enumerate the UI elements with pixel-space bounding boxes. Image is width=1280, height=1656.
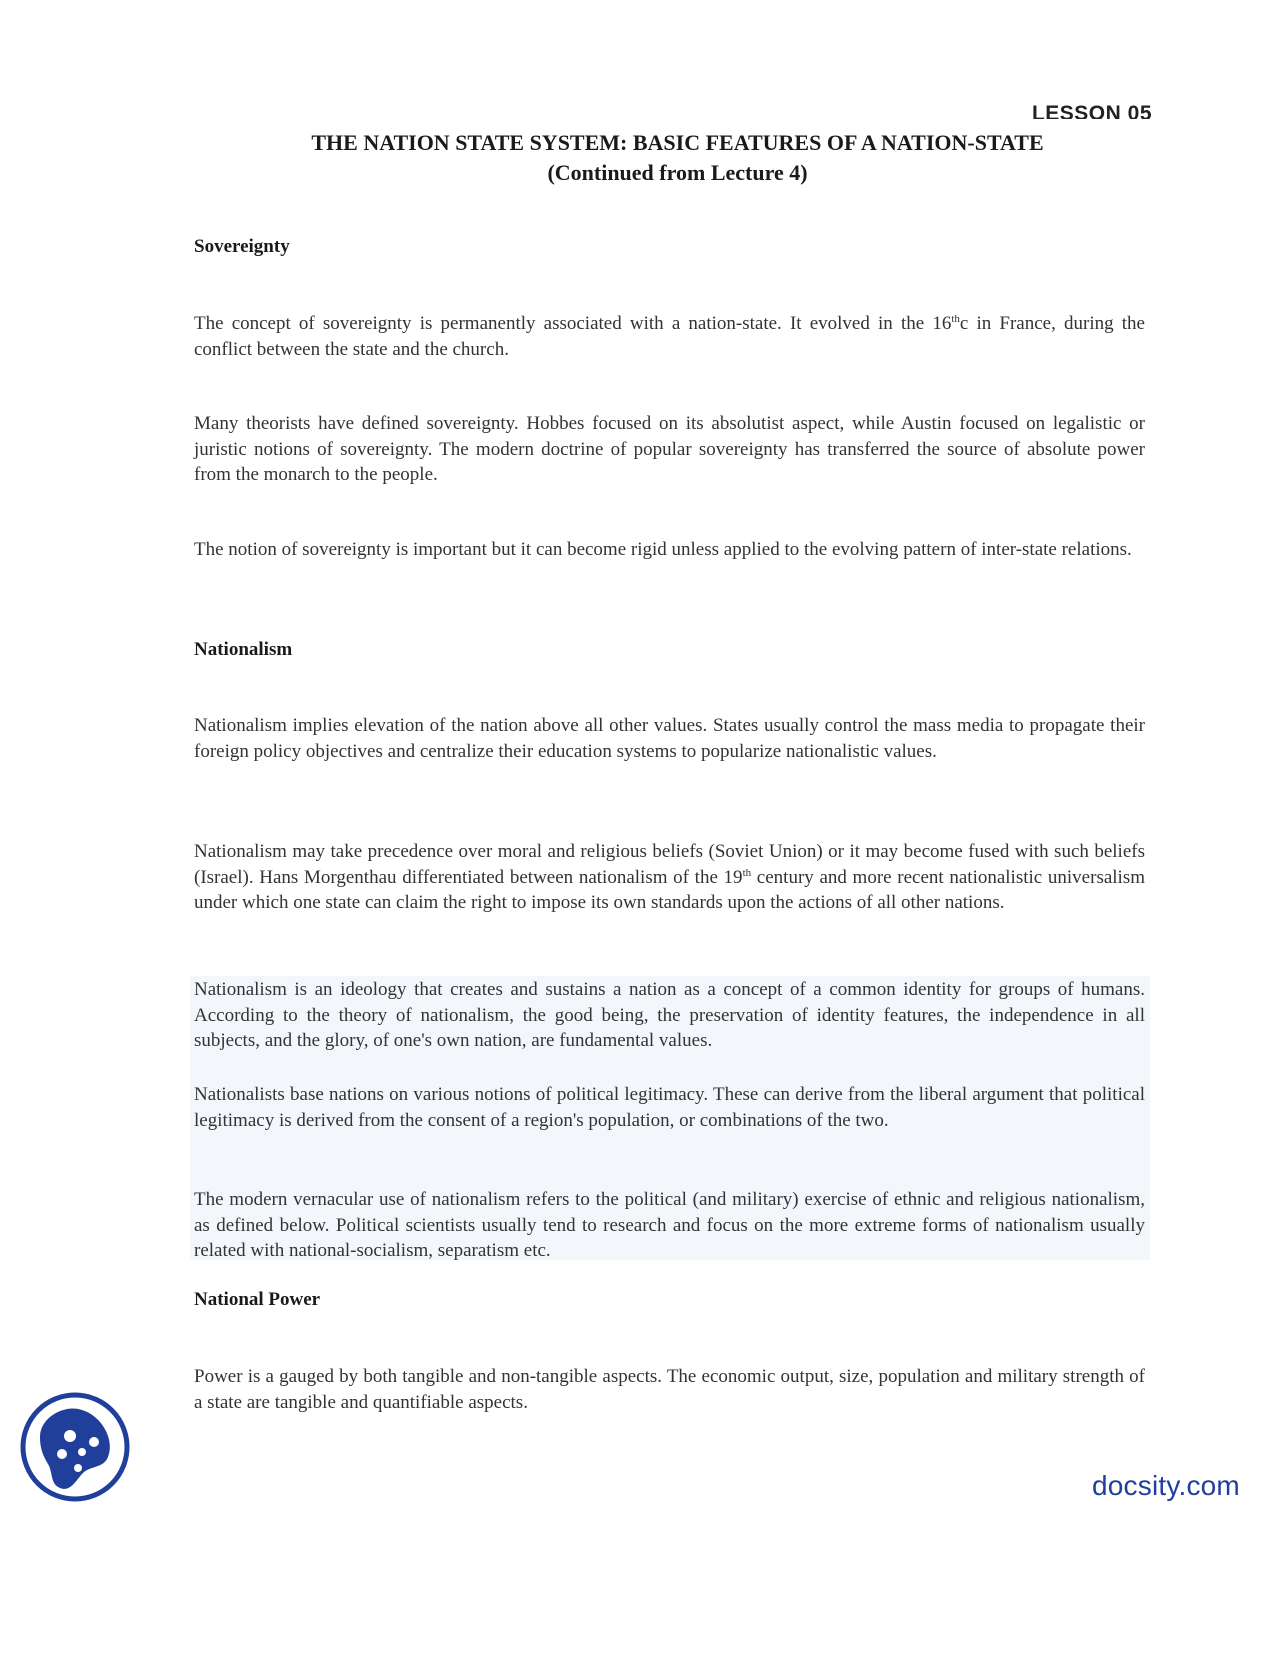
sovereignty-paragraph-1: The concept of sovereignty is permanently associated with a nation-state. It evolved in the 16thc in France, during the conflict between the state and the church.	[194, 313, 1145, 360]
nationalism-paragraph-1: Nationalism implies elevation of the nation above all other values. States usually control the mass media to propagate their foreign policy objectives and centralize their education systems to popularize nationalistic values.	[194, 715, 1145, 762]
title-line-2: (Continued from Lecture 4)	[547, 160, 808, 185]
title-line-1: THE NATION STATE SYSTEM: BASIC FEATURES OF A NATION-STATE	[311, 130, 1044, 155]
lesson-label: LESSON 05	[1031, 103, 1152, 119]
nationalism-paragraph-3: Nationalism is an ideology that creates and sustains a nation as a concept of a common identity for groups of humans. According to the theory of nationalism, the good being, the preservation of identity features, the independence in all subjects, and the glory, of one's own nation, are fundamental values.	[194, 979, 1145, 1051]
heading-national-power: National Power	[194, 1289, 321, 1310]
heading-nationalism: Nationalism	[194, 639, 293, 660]
national-power-paragraph-1: Power is a gauged by both tangible and non-tangible aspects. The economic output, size, population and military strength of a state are tangible and quantifiable aspects.	[194, 1366, 1145, 1413]
docsity-brand-link[interactable]: docsity.com	[1092, 1470, 1240, 1501]
nationalism-paragraph-2: Nationalism may take precedence over moral and religious beliefs (Soviet Union) or it may become fused with such beliefs (Israel). Hans Morgenthau differentiated between nationalism of the 19th century and more recent nationalistic universalism under which one state can claim the right to impose its own standards upon the actions of all other nations.	[194, 841, 1145, 913]
docsity-logo-icon[interactable]	[20, 1392, 130, 1502]
nationalism-paragraph-5: The modern vernacular use of nationalism refers to the political (and military) exercise of ethnic and religious nationalism, as defined below. Political scientists usually tend to research and focus on the more extreme forms of nationalism usually related with national-socialism, separatism etc.	[194, 1189, 1145, 1261]
nationalism-paragraph-4: Nationalists base nations on various notions of political legitimacy. These can derive from the liberal argument that political legitimacy is derived from the consent of a region's population, or combinations of the two.	[194, 1084, 1145, 1131]
sovereignty-paragraph-3: The notion of sovereignty is important but it can become rigid unless applied to the evolving pattern of inter-state relations.	[194, 539, 1132, 560]
heading-sovereignty: Sovereignty	[194, 236, 290, 257]
sovereignty-paragraph-2: Many theorists have defined sovereignty. Hobbes focused on its absolutist aspect, while Austin focused on legalistic or juristic notions of sovereignty. The modern doctrine of popular sovereignty has transferred the source of absolute power from the monarch to the people.	[194, 413, 1145, 485]
page-title	[195, 128, 1160, 188]
